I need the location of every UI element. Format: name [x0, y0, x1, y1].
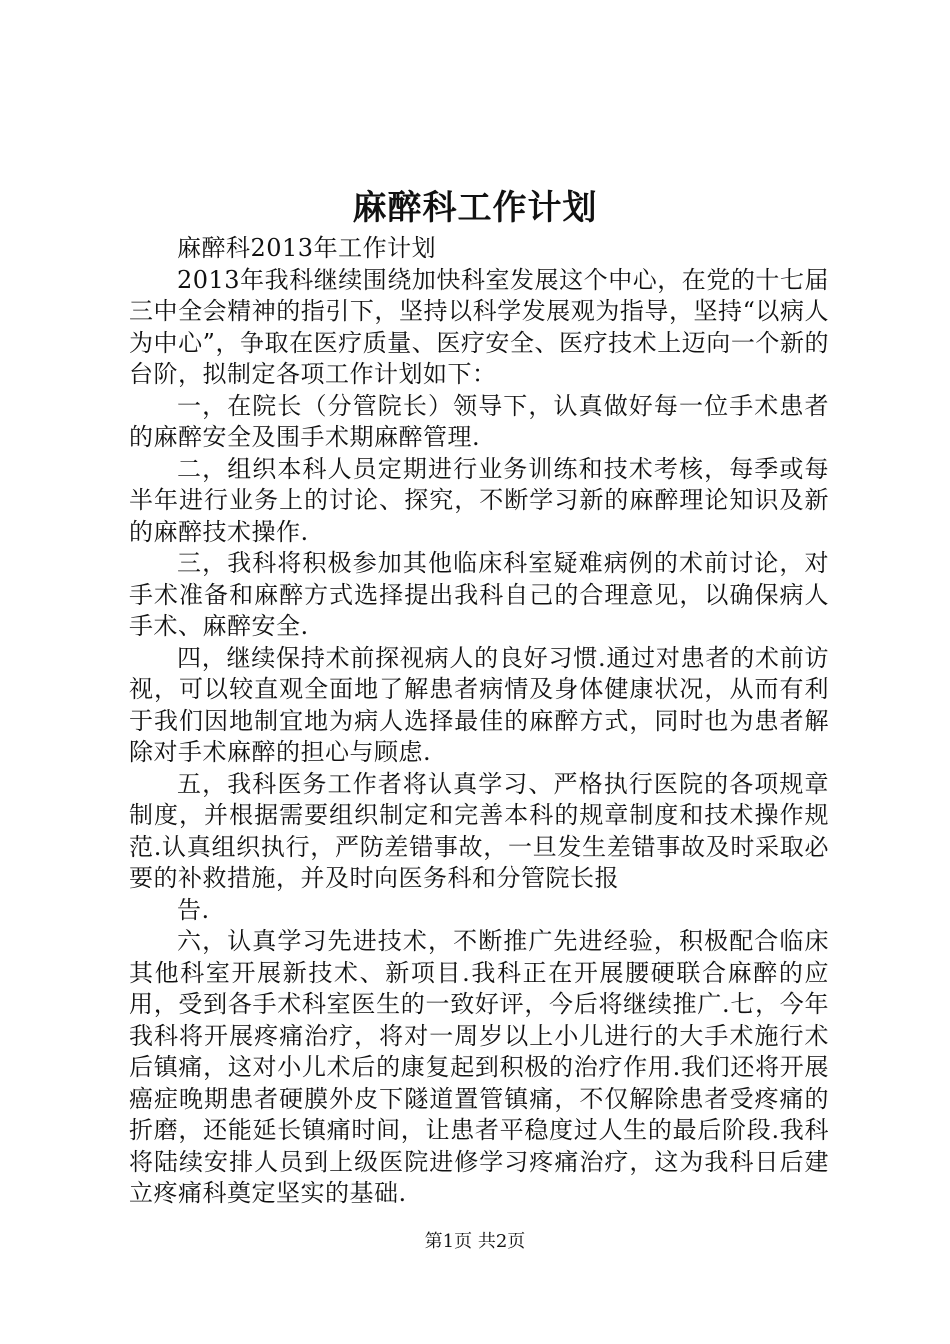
document-body: [129, 233, 829, 1210]
page-number-footer: 第1页 共2页: [424, 1231, 526, 1252]
paragraph-item-5: 五，我科医务工作者将认真学习、严格执行医院的各项规章制度，并根据需要组织制定和完善本科的规章制度和技术操作规范.认真组织执行，严防差错事故，一旦发生差错事故及时采取必要的补救措施，并及时向医务科和分管院长报: [129, 769, 829, 892]
paragraph-subtitle: 麻醉科2013年工作计划: [177, 234, 437, 262]
document-title: 麻醉科工作计划: [352, 188, 598, 228]
paragraph-item-1: 一，在院长（分管院长）领导下，认真做好每一位手术患者的麻醉安全及围手术期麻醉管理.: [129, 391, 829, 451]
paragraph-item-4: 四，继续保持术前探视病人的良好习惯.通过对患者的术前访视，可以较直观全面地了解患者病情及身体健康状况，从而有利于我们因地制宜地为病人选择最佳的麻醉方式，同时也为患者解除对手术麻醉的担心与顾虑.: [129, 643, 829, 766]
paragraph-item-2: 二，组织本科人员定期进行业务训练和技术考核，每季或每半年进行业务上的讨论、探究，不断学习新的麻醉理论知识及新的麻醉技术操作.: [129, 454, 829, 546]
paragraph-item-3: 三，我科将积极参加其他临床科室疑难病例的术前讨论，对手术准备和麻醉方式选择提出我科自己的合理意见，以确保病人手术、麻醉安全.: [129, 549, 829, 640]
paragraph-intro: 2013年我科继续围绕加快科室发展这个中心，在党的十七届三中全会精神的指引下，坚持以科学发展观为指导，坚持“以病人为中心”，争取在医疗质量、医疗安全、医疗技术上迈向一个新的台阶，拟制定各项工作计划如下：: [129, 265, 829, 388]
paragraph-item-5-tail: 告.: [177, 895, 210, 924]
paragraph-item-6-7: 六，认真学习先进技术，不断推广先进经验，积极配合临床其他科室开展新技术、新项目.我科正在开展腰硬联合麻醉的应用，受到各手术科室医生的一致好评，今后将继续推广.七，今年我科将开展疼痛治疗，将对一周岁以上小儿进行的大手术施行术后镇痛，这对小儿术后的康复起到积极的治疗作用.我们还将开展癌症晚期患者硬膜外皮下隧道置管镇痛，不仅解除患者受疼痛的折磨，还能延长镇痛时间，让患者平稳度过人生的最后阶段.我科将陆续安排人员到上级医院进修学习疼痛治疗，这为我科日后建立疼痛科奠定坚实的基础.: [129, 927, 829, 1207]
